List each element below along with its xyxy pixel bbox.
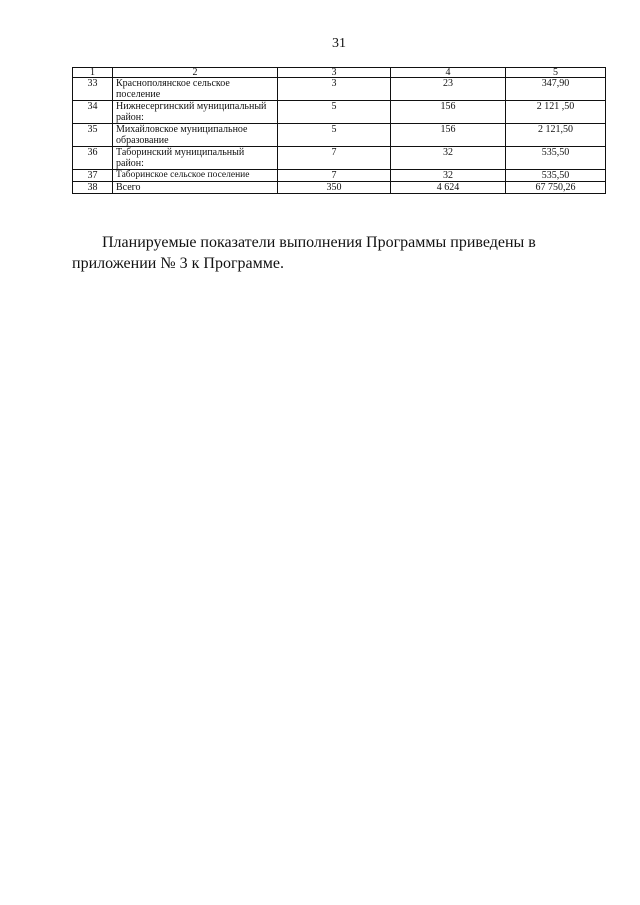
row-number: 35 [73,124,113,147]
row-col3: 7 [278,170,391,182]
row-col4: 23 [391,78,506,101]
row-name: Нижнесергинский муниципальный район: [113,101,278,124]
page-number: 31 [332,36,346,51]
row-col4: 156 [391,124,506,147]
header-cell-1: 1 [73,68,113,78]
header-cell-2: 2 [113,68,278,78]
row-col5: 535,50 [506,170,606,182]
table-row [73,124,606,147]
table-row [73,101,606,124]
row-name: Краснополянское сельское поселение [113,78,278,101]
body-paragraph: Планируемые показатели выполнения Программы приведены в приложении № 3 к Программе. [72,234,536,272]
row-col4: 32 [391,147,506,170]
row-col3: 350 [278,182,391,194]
row-col4: 32 [391,170,506,182]
row-col3: 3 [278,78,391,101]
header-cell-3: 3 [278,68,391,78]
row-col3: 5 [278,124,391,147]
row-name: Таборинский муниципальный район: [113,147,278,170]
table-row [73,78,606,101]
row-col5: 535,50 [506,147,606,170]
row-number: 34 [73,101,113,124]
row-name: Всего [113,182,278,194]
table-row-total [73,182,606,194]
table-row [73,147,606,170]
data-table [72,67,606,194]
row-col3: 5 [278,101,391,124]
row-col5: 347,90 [506,78,606,101]
header-cell-4: 4 [391,68,506,78]
row-col5: 67 750,26 [506,182,606,194]
header-cell-5: 5 [506,68,606,78]
row-col5: 2 121,50 [506,124,606,147]
row-number: 33 [73,78,113,101]
row-name: Михайловское муниципальное образование [113,124,278,147]
row-col4: 4 624 [391,182,506,194]
row-number: 36 [73,147,113,170]
table-header-row [73,68,606,78]
row-col3: 7 [278,147,391,170]
table-row [73,170,606,182]
row-col4: 156 [391,101,506,124]
row-number: 38 [73,182,113,194]
row-name: Таборинское сельское поселение [113,170,278,182]
row-number: 37 [73,170,113,182]
row-col5: 2 121 ,50 [506,101,606,124]
